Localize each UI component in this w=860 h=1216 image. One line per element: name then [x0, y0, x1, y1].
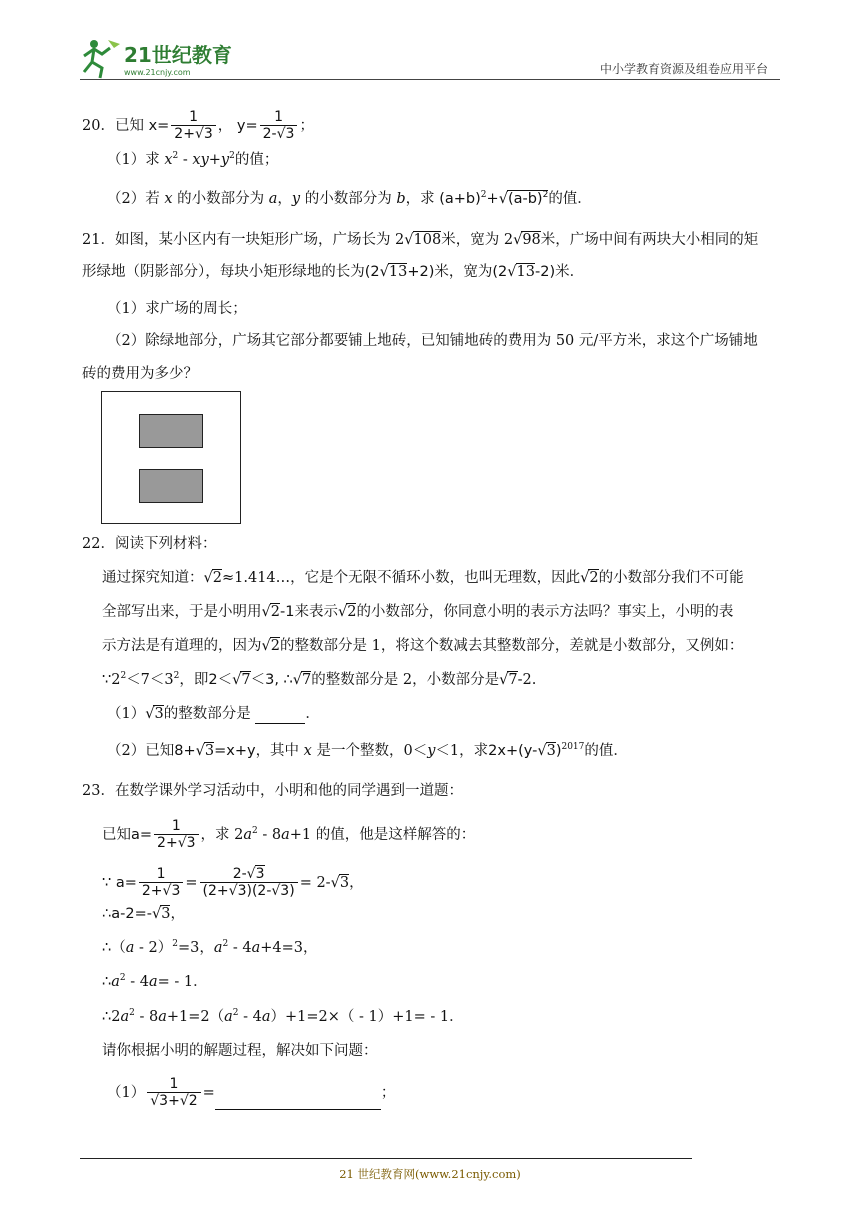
q21-line1: 21．如图，某小区内有一块矩形广场，广场长为 2√108米，宽为 2√98米，广场中间有两块大小相同的矩	[82, 232, 759, 248]
logo	[80, 36, 250, 82]
q23-step5: $\therefore 2a^2 - 8a+1=2(a^2 - 4a)+1=2\times( - 1)+1= - 1$．	[102, 1008, 464, 1025]
q20-part1: （1）求 $x^2 - xy+y^2$的值；	[107, 151, 279, 168]
q23-step4: $\therefore a^2 - 4a= - 1$．	[102, 973, 208, 990]
square-figure	[101, 391, 241, 524]
q21-part2-line2: 砖的费用为多少？	[82, 366, 198, 382]
q23-step1: ∵ a= $\frac{1}{2+√3}$ = $\frac{2-√3}{(2+√3)(2-√3)}$ = 2-√3，	[102, 866, 364, 899]
runner-icon	[84, 40, 120, 78]
header-platform-text: 中小学教育资源及组卷应用平台	[599, 62, 768, 76]
q22-line3: 示方法是有道理的，因为√2的整数部分是 1，将这个数减去其整数部分，差就是小数部分，又例如：	[102, 638, 744, 654]
q23-step3: ∴（a - 2）$^2$=3，$a^2 - 4a+4=3$，	[102, 939, 318, 956]
footer-text: 21 世纪教育网(www.21cnjy.com)	[339, 1167, 521, 1181]
q22-line2: 全部写出来，于是小明用√2-1来表示√2的小数部分，你同意小明的表示方法吗？事实上，小明的表	[102, 604, 734, 620]
q22-part2: （2）已知8+√3=x+y，其中 x 是一个整数，0＜y＜1，求$2x+(y-√3)^{2017}$的值．	[107, 742, 628, 759]
footer-divider	[80, 1158, 692, 1159]
header-divider	[80, 79, 780, 80]
svg-text:21世纪教育: 21世纪教育	[124, 43, 232, 67]
green-area-top	[139, 414, 203, 448]
q22-line1: 通过探究知道：√2≈1.414…，它是个无限不循环小数，也叫无理数，因此√2的小数部分我们不可能	[102, 570, 744, 586]
q21-part2-line1: （2）除绿地部分，广场其它部分都要铺上地砖，已知铺地砖的费用为 50 元/平方米，求这个广场铺地	[107, 333, 758, 349]
green-area-bottom	[139, 469, 203, 503]
q23-instruction: 请你根据小明的解题过程，解决如下问题：	[102, 1043, 378, 1059]
q21-part1: （1）求广场的周长；	[107, 301, 247, 317]
q22-line4: $\because 2^2<7<3^2$，即2＜√7＜3, ∴√7的整数部分是 2，小数部分是√7-2.	[102, 671, 537, 688]
answer-blank[interactable]	[215, 1109, 381, 1110]
q23-step2: ∴a-2=-√3，	[102, 906, 185, 922]
q20-stem: 20．已知 x= $\frac{1}{2+√3}$ ， y= $\frac{1}{2-√3}$ ；	[82, 109, 314, 142]
answer-blank[interactable]	[255, 723, 305, 724]
q20-part2: （2）若 x 的小数部分为 a，y 的小数部分为 b，求 $(a+b)^2+√(a-b)^2$的值．	[107, 190, 592, 207]
q21-line2: 形绿地（阴影部分），每块小矩形绿地的长为(2√13+2)米，宽为(2√13-2)米．	[82, 264, 585, 280]
q22-title: 22．阅读下列材料：	[82, 536, 217, 552]
q23-given: 已知a= $\frac{1}{2+√3}$ ，求 $2a^2 - 8a+1$ 的值，他是这样解答的：	[102, 818, 476, 851]
q22-part1: （1）√3的整数部分是 ．	[107, 706, 320, 722]
q23-title: 23．在数学课外学习活动中，小明和他的同学遇到一道题：	[82, 783, 463, 799]
q23-part1: （1） $\frac{1}{√3+√2}$ = ；	[107, 1076, 396, 1109]
svg-text:www.21cnjy.com: www.21cnjy.com	[124, 68, 191, 77]
